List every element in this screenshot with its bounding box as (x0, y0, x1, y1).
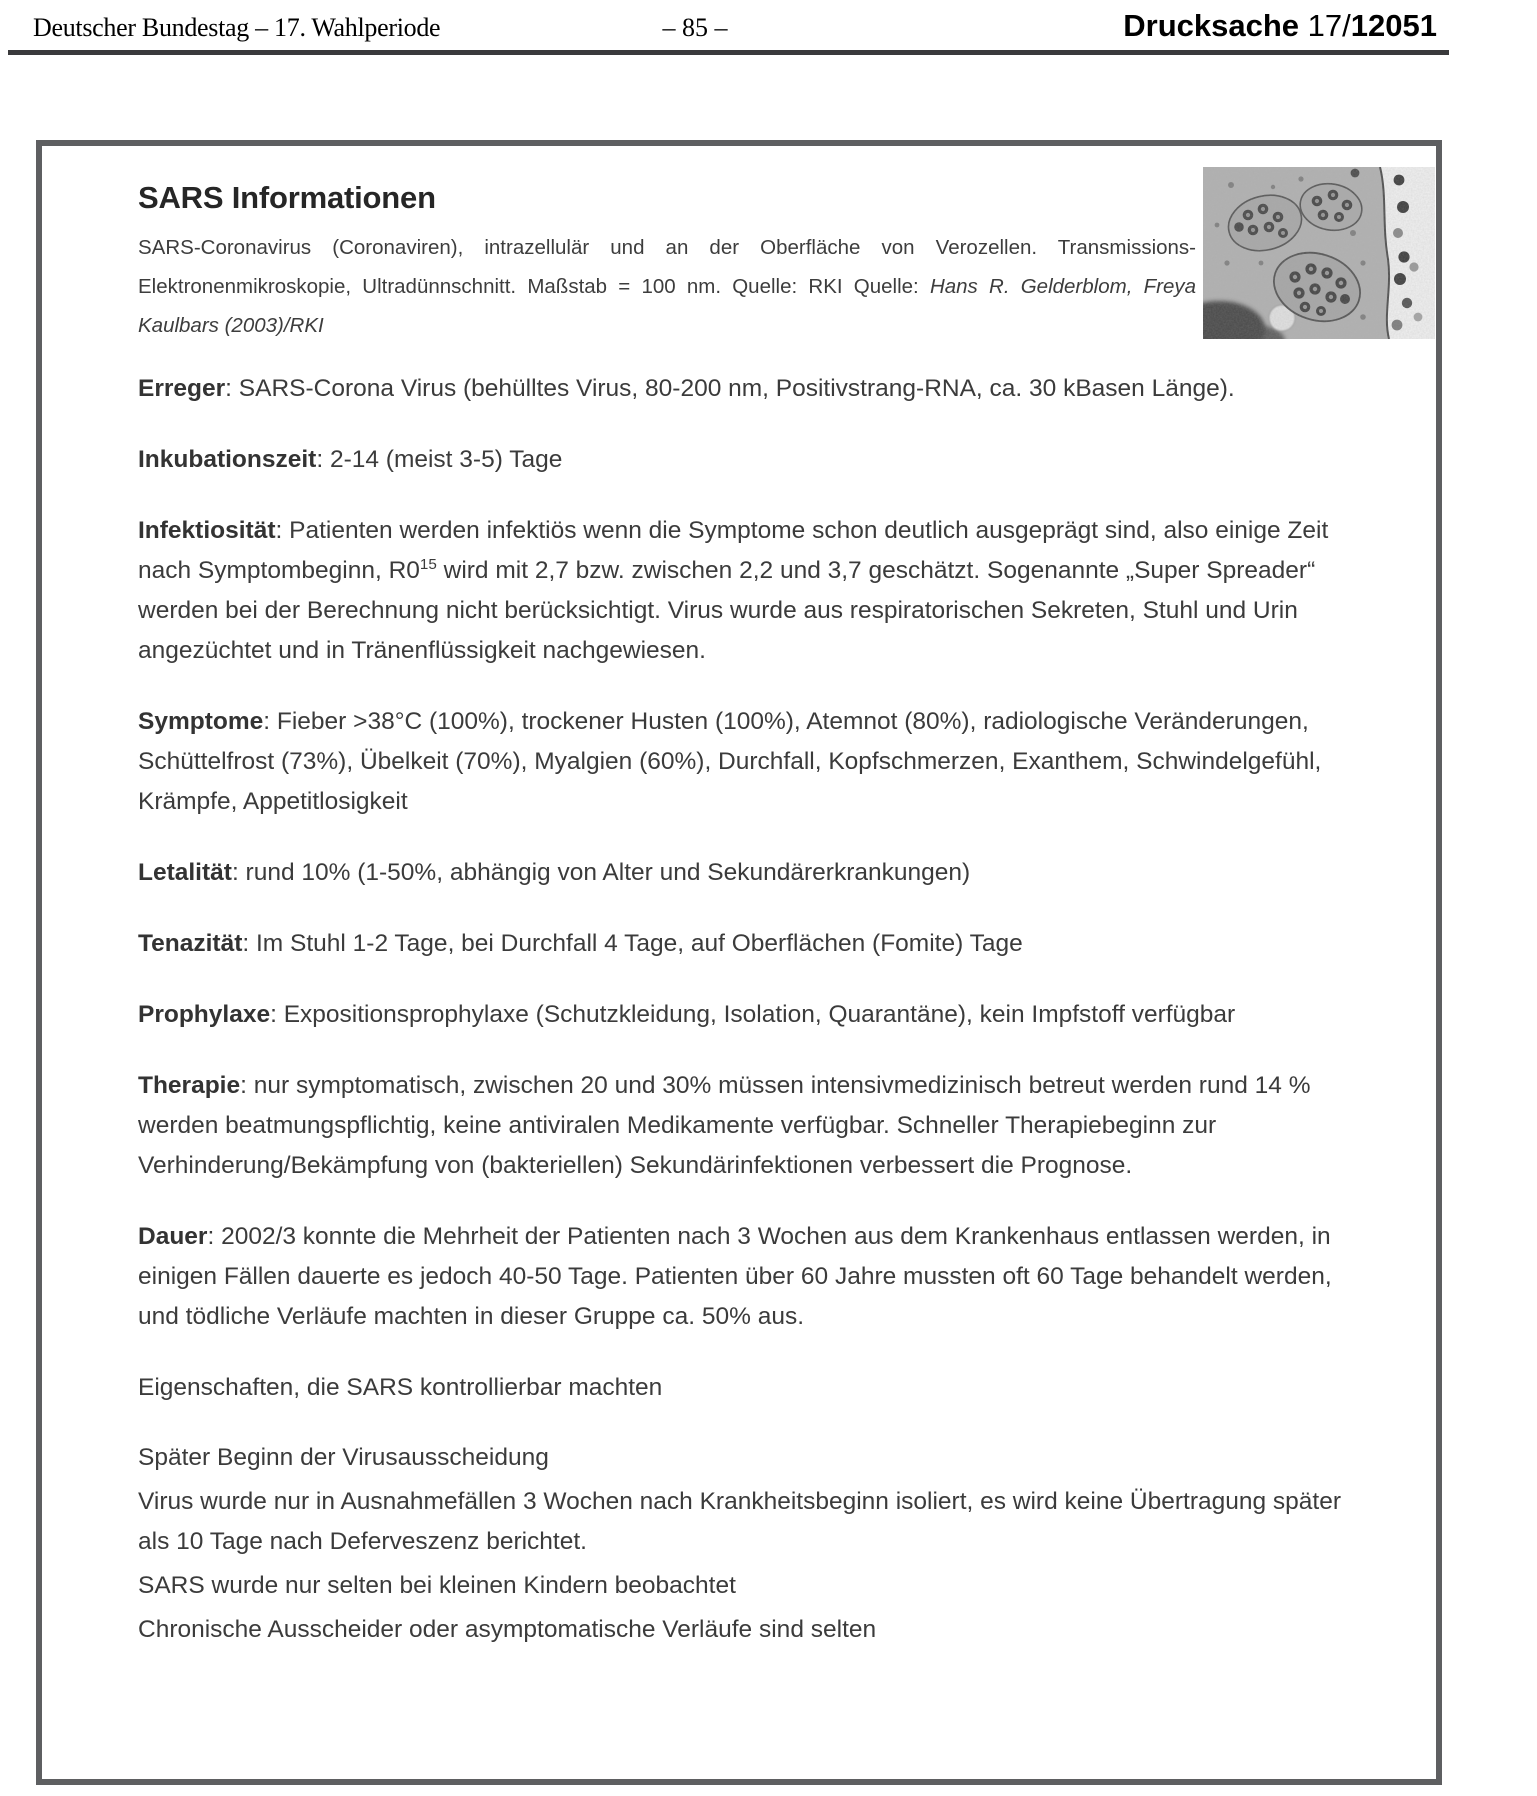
image-caption-credit: Hans R. Gelderblom, Freya Kaulbars (2003)/RKI (138, 275, 1196, 337)
section-label: Therapie (138, 1072, 241, 1099)
section-text: : rund 10% (1-50%, abhängig von Alter und Sekundärerkrankungen) (231, 859, 971, 886)
closing-line: Virus wurde nur in Ausnahmefällen 3 Wochen nach Krankheitsbeginn isoliert, es wird keine Übertragung später als 10 Tage nach Deferveszenz berichtet. (138, 1488, 1342, 1555)
closing-lines (138, 1438, 1378, 1650)
header-divider (8, 50, 1449, 55)
closing-line: Später Beginn der Virusausscheidung (138, 1444, 549, 1471)
page-header (0, 0, 1537, 55)
closing-line: SARS wurde nur selten bei kleinen Kindern beobachtet (138, 1572, 736, 1599)
page-number: – 85 – (662, 13, 728, 42)
section-label: Symptome (138, 708, 264, 735)
section-text: : Fieber >38°C (100%), trockener Husten (100%), Atemnot (80%), radiologische Veränderungen, Schüttelfrost (73%), Übelkeit (70%), Myalgien (60%), Durchfall, Kopfschmerzen, Exanthem, Schwindelgefühl, Krämpfe, Appetitlosigkeit (138, 708, 1322, 815)
section-text: : Expositionsprophylaxe (Schutzkleidung, Isolation, Quarantäne), kein Impfstoff verfügbar (270, 1001, 1236, 1028)
section-symptome (138, 702, 1378, 822)
article-body (138, 369, 1378, 1650)
footnote-reference: 15 (419, 555, 437, 573)
section-prophylaxe (138, 995, 1378, 1035)
section-dauer (138, 1217, 1378, 1337)
article-title: SARS Informationen (138, 180, 436, 215)
section-infektiositaet (138, 511, 1378, 671)
sars-info-box (36, 140, 1442, 1785)
section-text: wird mit 2,7 bzw. zwischen 2,2 und 3,7 geschätzt. Sogenannte „Super Spreader“ werden bei der Berechnung nicht berücksichtigt. Virus wurde aus respiratorischen Sekreten, Stuhl und Urin angezüchtet und in Tränenflüssigkeit nachgewiesen. (138, 557, 1316, 664)
closing-line: Chronische Ausscheider oder asymptomatische Verläufe sind selten (138, 1616, 877, 1643)
closing-intro: Eigenschaften, die SARS kontrollierbar machten (138, 1374, 663, 1401)
section-label: Inkubationszeit (138, 446, 317, 473)
section-label: Infektiosität (138, 517, 276, 544)
section-label: Dauer (138, 1223, 208, 1250)
section-text: : 2002/3 konnte die Mehrheit der Patienten nach 3 Wochen aus dem Krankenhaus entlassen werden, in einigen Fällen dauerte es jedoch 40-50 Tage. Patienten über 60 Jahre mussten oft 60 Tage behandelt werden, und tödliche Verläufe machten in dieser Gruppe ca. 50% aus. (138, 1223, 1332, 1330)
drucksache-label: Drucksache (1123, 8, 1300, 43)
section-inkubationszeit (138, 440, 1378, 480)
section-text: : Patienten werden infektiös wenn die Symptome schon deutlich ausgeprägt sind, also einige Zeit nach Symptombeginn, R0 (138, 517, 1329, 584)
drucksache-session: 17/ (1307, 8, 1351, 43)
section-text: : SARS-Corona Virus (behülltes Virus, 80-200 nm, Positivstrang-RNA, ca. 30 kBasen Länge). (225, 375, 1235, 402)
section-erreger (138, 369, 1378, 409)
section-text: : 2-14 (meist 3-5) Tage (316, 446, 563, 473)
document-number (768, 8, 1438, 44)
section-tenazitaet (138, 924, 1378, 964)
image-caption-text: SARS-Coronavirus (Coronaviren), intrazellulär und an der Oberfläche von Verozellen. Transmissions-Elektronenmikroskopie, Ultradünnschnitt. Maßstab = 100 nm. Quelle: RKI Quelle: (138, 236, 1196, 298)
section-therapie (138, 1066, 1378, 1186)
section-label: Prophylaxe (138, 1001, 271, 1028)
section-label: Erreger (138, 375, 226, 402)
section-text: : Im Stuhl 1-2 Tage, bei Durchfall 4 Tage, auf Oberflächen (Fomite) Tage (242, 930, 1023, 957)
section-label: Tenazität (138, 930, 243, 957)
header-parliament-label: Deutscher Bundestag – 17. Wahlperiode (33, 13, 441, 42)
section-label: Letalität (138, 859, 232, 886)
drucksache-number: 12051 (1350, 8, 1437, 43)
image-caption (138, 228, 1196, 345)
section-letalitaet (138, 853, 1378, 893)
section-text: : nur symptomatisch, zwischen 20 und 30% müssen intensivmedizinisch betreut werden rund 14 % werden beatmungspflichtig, keine antiviralen Medikamente verfügbar. Schneller Therapiebeginn zur Verhinderung/Bekämpfung von (bakteriellen) Sekundärinfektionen verbessert die Prognose. (138, 1072, 1311, 1179)
sars-em-micrograph-image (1203, 167, 1435, 339)
